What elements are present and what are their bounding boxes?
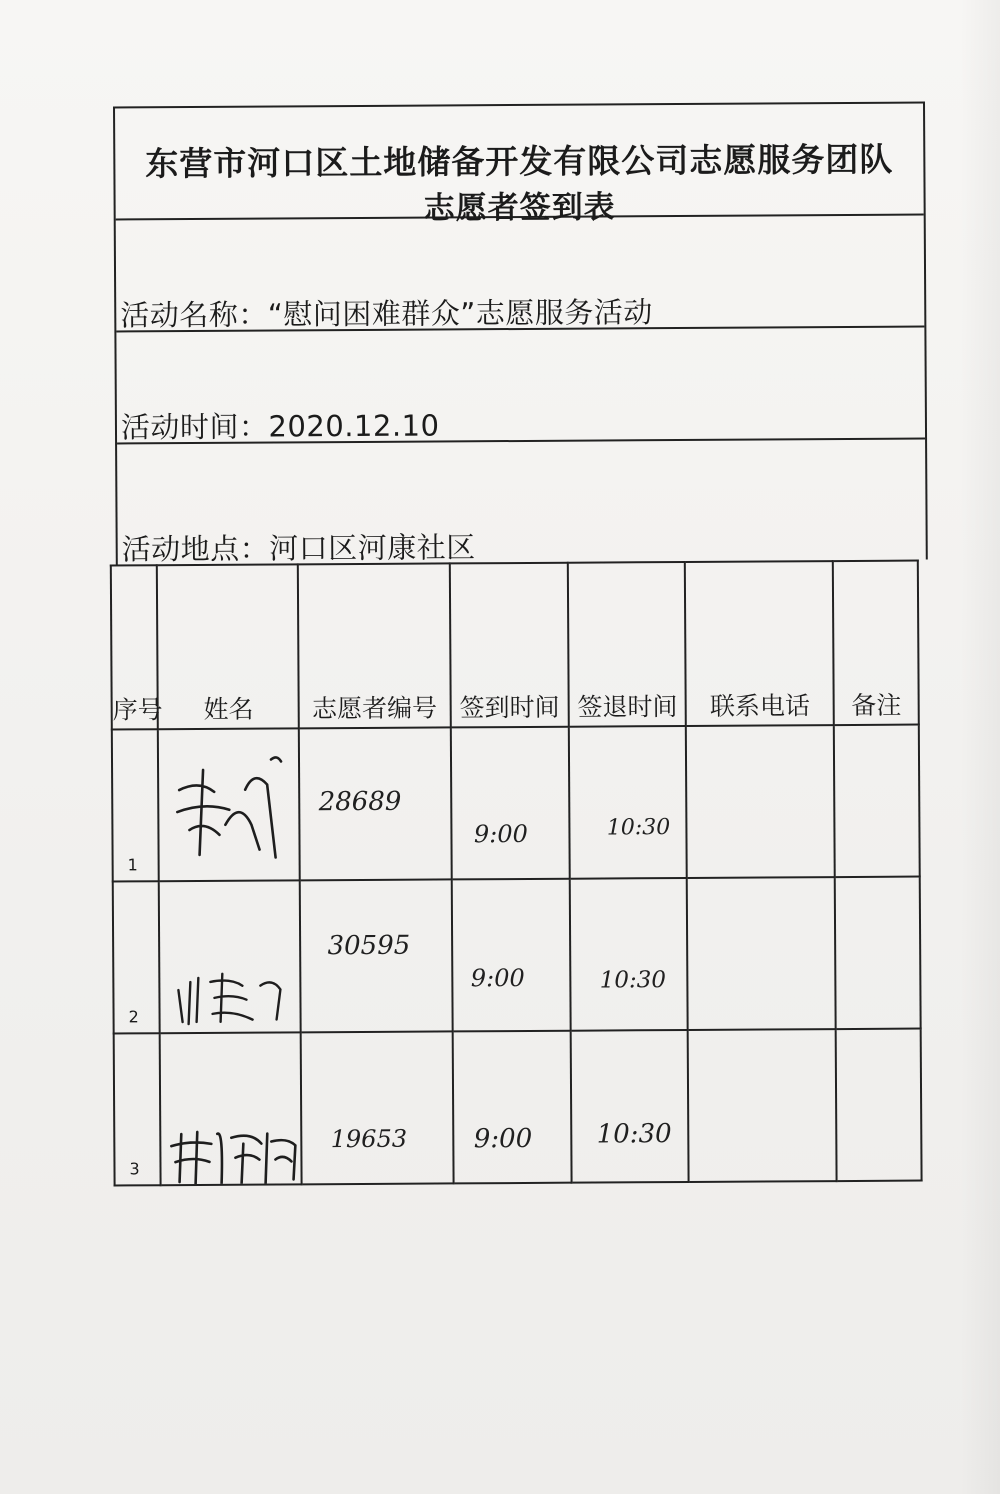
- volunteer-id: 30595: [327, 930, 411, 962]
- note-cell: [834, 725, 920, 878]
- check-in-time: 9:00: [473, 819, 528, 849]
- activity-name-row: [116, 216, 925, 333]
- volunteer-id: 28689: [318, 786, 402, 818]
- col-header-check-in: 签到时间: [449, 563, 569, 728]
- row-index: 3: [129, 1159, 140, 1179]
- col-header-name: 姓名: [157, 564, 299, 729]
- col-header-phone: 联系电话: [685, 561, 834, 726]
- activity-place: 活动地点：河口区河康社区: [121, 530, 476, 567]
- check-in-cell: [450, 727, 570, 880]
- phone-cell: [687, 877, 836, 1030]
- activity-place-row: [117, 440, 926, 565]
- phone-cell: [688, 1029, 837, 1182]
- check-in-time: 9:00: [470, 963, 525, 993]
- volunteer-id-cell: [301, 1031, 453, 1184]
- table-row: [112, 725, 920, 882]
- signature-cell: [158, 728, 300, 881]
- title-row: [115, 104, 924, 227]
- phone-cell: [686, 725, 835, 878]
- form-title: 东营市河口区土地储备开发有限公司志愿服务团队: [145, 139, 894, 184]
- check-out-cell: [569, 726, 687, 879]
- check-out-time: 10:30: [606, 815, 671, 841]
- col-header-index: 序号: [111, 565, 158, 729]
- col-header-note: 备注: [833, 561, 919, 726]
- check-out-cell: [570, 878, 688, 1031]
- page-shadow: [960, 0, 1000, 1494]
- check-out-time: 10:30: [599, 967, 667, 994]
- row-index-cell: [112, 729, 159, 881]
- table-row: [114, 1029, 922, 1186]
- form-subtitle: 志愿者签到表: [423, 189, 616, 227]
- check-out-time: 10:30: [596, 1119, 672, 1150]
- form-header-box: [113, 102, 928, 565]
- activity-name: 活动名称：“慰问困难群众”志愿服务活动: [120, 295, 653, 333]
- note-cell: [835, 877, 921, 1030]
- sign-in-table: [110, 560, 923, 1187]
- sign-in-form: [113, 102, 930, 1183]
- signature-cell: [159, 880, 301, 1033]
- row-index-cell: [113, 881, 160, 1033]
- activity-time: 活动时间：2020.12.10: [120, 408, 440, 445]
- row-index-cell: [114, 1033, 161, 1185]
- table-row: [113, 877, 921, 1034]
- check-in-time: 9:00: [473, 1123, 533, 1155]
- volunteer-id-cell: [300, 879, 452, 1032]
- check-out-cell: [571, 1030, 689, 1183]
- row-index: 1: [127, 855, 138, 875]
- col-header-volunteer-id: 志愿者编号: [298, 563, 450, 728]
- handwritten-signature: [159, 729, 300, 880]
- volunteer-id: 19653: [330, 1124, 408, 1154]
- signature-cell: [160, 1032, 302, 1185]
- table-header-row: [111, 561, 919, 730]
- handwritten-signature: [160, 881, 301, 1032]
- handwritten-signature: [161, 1033, 302, 1184]
- volunteer-id-cell: [299, 727, 451, 880]
- activity-time-row: [116, 328, 925, 445]
- row-index: 2: [128, 1007, 139, 1027]
- check-in-cell: [452, 1031, 572, 1184]
- note-cell: [836, 1029, 922, 1182]
- check-in-cell: [451, 879, 571, 1032]
- col-header-check-out: 签退时间: [568, 562, 686, 727]
